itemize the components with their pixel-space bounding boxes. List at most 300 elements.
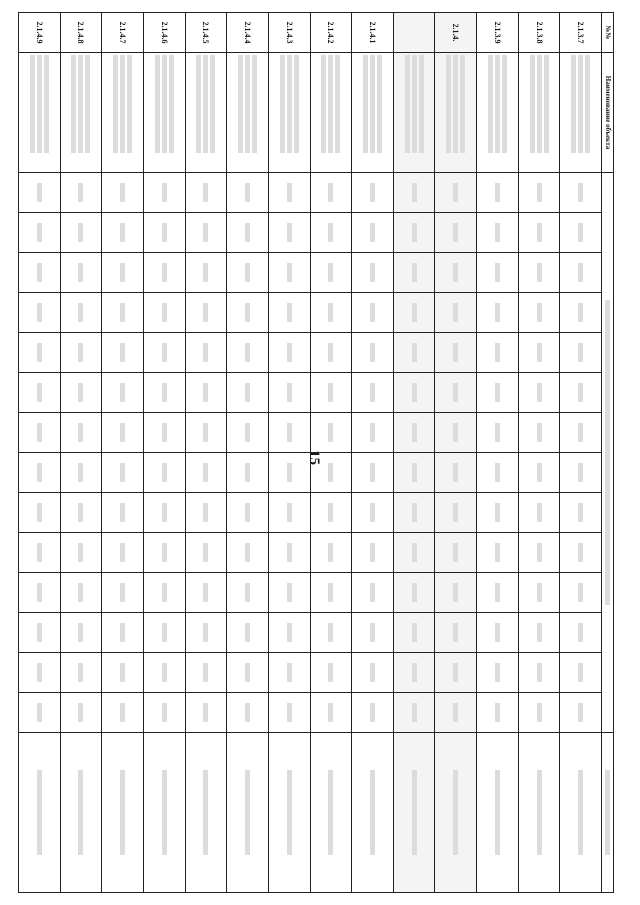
value-cell — [185, 693, 227, 733]
illegible-text — [127, 55, 132, 153]
illegible-text — [120, 423, 125, 442]
value-cell — [518, 653, 560, 693]
illegible-text — [203, 183, 208, 202]
illegible-text — [578, 183, 583, 202]
value-cell — [560, 413, 602, 453]
value-cell — [60, 413, 102, 453]
value-cell — [310, 253, 352, 293]
object-name-cell — [560, 53, 602, 173]
illegible-text — [169, 55, 174, 153]
illegible-text — [86, 55, 91, 153]
illegible-text — [252, 55, 257, 153]
row-number: 2.1.4.2 — [310, 13, 352, 53]
illegible-text — [328, 463, 333, 482]
object-name-cell — [102, 53, 144, 173]
value-cell — [227, 533, 269, 573]
value-cell — [102, 613, 144, 653]
col-values-header — [602, 173, 614, 733]
illegible-text — [203, 463, 208, 482]
value-cell — [352, 333, 394, 373]
illegible-text — [120, 263, 125, 282]
illegible-text — [287, 383, 292, 402]
value-cell — [393, 733, 435, 893]
illegible-text — [453, 343, 458, 362]
object-name-cell — [185, 53, 227, 173]
illegible-text — [79, 343, 84, 362]
row-number — [393, 13, 435, 53]
illegible-text — [162, 383, 167, 402]
illegible-text — [495, 343, 500, 362]
illegible-text — [162, 263, 167, 282]
illegible-text — [328, 55, 333, 153]
illegible-text — [370, 183, 375, 202]
illegible-text — [328, 703, 333, 722]
illegible-text — [120, 703, 125, 722]
value-cell — [19, 733, 61, 893]
row-number: 2.1.4.3 — [268, 13, 310, 53]
value-cell — [310, 413, 352, 453]
object-name-cell — [435, 53, 477, 173]
illegible-text — [495, 55, 500, 153]
value-cell — [268, 573, 310, 613]
illegible-text — [162, 303, 167, 322]
illegible-text — [287, 583, 292, 602]
table-body — [19, 13, 602, 893]
value-cell — [268, 213, 310, 253]
value-cell — [435, 573, 477, 613]
illegible-text — [120, 55, 125, 153]
illegible-text — [537, 183, 542, 202]
value-cell — [60, 213, 102, 253]
illegible-text — [537, 770, 542, 855]
illegible-text — [495, 423, 500, 442]
illegible-text — [37, 583, 42, 602]
value-cell — [60, 253, 102, 293]
illegible-text — [412, 663, 417, 682]
illegible-text — [578, 770, 583, 855]
value-cell — [477, 253, 519, 293]
value-cell — [143, 733, 185, 893]
value-cell — [227, 493, 269, 533]
value-cell — [185, 533, 227, 573]
row-number: 2.1.3.7 — [560, 13, 602, 53]
investment-program-table — [18, 12, 614, 893]
illegible-text — [162, 463, 167, 482]
value-cell — [227, 453, 269, 493]
illegible-text — [37, 703, 42, 722]
value-cell — [227, 573, 269, 613]
value-cell — [477, 493, 519, 533]
illegible-text — [120, 223, 125, 242]
value-cell — [102, 173, 144, 213]
illegible-text — [120, 183, 125, 202]
value-cell — [268, 493, 310, 533]
illegible-text — [203, 223, 208, 242]
value-cell — [393, 253, 435, 293]
illegible-text — [460, 55, 465, 153]
illegible-text — [203, 703, 208, 722]
value-cell — [477, 173, 519, 213]
illegible-text — [162, 770, 167, 855]
value-cell — [477, 613, 519, 653]
value-cell — [60, 693, 102, 733]
illegible-text — [162, 183, 167, 202]
illegible-text — [203, 303, 208, 322]
table-row — [185, 13, 227, 893]
illegible-text — [537, 503, 542, 522]
illegible-text — [162, 423, 167, 442]
table-row — [60, 13, 102, 893]
illegible-text — [537, 423, 542, 442]
illegible-text — [412, 343, 417, 362]
illegible-text — [370, 343, 375, 362]
object-name-cell — [227, 53, 269, 173]
object-name-cell — [143, 53, 185, 173]
illegible-text — [79, 583, 84, 602]
illegible-text — [287, 303, 292, 322]
illegible-text — [120, 583, 125, 602]
page-mark: 15 — [306, 450, 322, 465]
illegible-text — [370, 55, 375, 153]
illegible-text — [120, 663, 125, 682]
value-cell — [352, 653, 394, 693]
illegible-text — [495, 223, 500, 242]
illegible-text — [79, 223, 84, 242]
illegible-text — [120, 383, 125, 402]
illegible-text — [370, 223, 375, 242]
table-row — [19, 13, 61, 893]
illegible-text — [37, 383, 42, 402]
illegible-text — [287, 55, 292, 153]
illegible-text — [287, 183, 292, 202]
illegible-text — [495, 623, 500, 642]
illegible-text — [537, 463, 542, 482]
illegible-text — [328, 223, 333, 242]
illegible-text — [245, 423, 250, 442]
illegible-text — [328, 623, 333, 642]
illegible-text — [37, 463, 42, 482]
value-cell — [393, 173, 435, 213]
object-name-cell — [268, 53, 310, 173]
illegible-text — [37, 55, 42, 153]
illegible-text — [203, 770, 208, 855]
value-cell — [518, 493, 560, 533]
illegible-text — [203, 263, 208, 282]
illegible-text — [287, 503, 292, 522]
value-cell — [185, 253, 227, 293]
value-cell — [352, 213, 394, 253]
illegible-text — [328, 663, 333, 682]
illegible-text — [210, 55, 215, 153]
illegible-text — [162, 703, 167, 722]
illegible-text — [502, 55, 507, 153]
value-cell — [310, 693, 352, 733]
value-cell — [19, 453, 61, 493]
illegible-text — [412, 423, 417, 442]
illegible-text — [530, 55, 535, 153]
value-cell — [435, 213, 477, 253]
value-cell — [19, 333, 61, 373]
value-cell — [143, 173, 185, 213]
illegible-text — [245, 663, 250, 682]
row-number: 2.1.3.9 — [477, 13, 519, 53]
illegible-text — [203, 343, 208, 362]
illegible-text — [79, 543, 84, 562]
value-cell — [102, 413, 144, 453]
value-cell — [268, 693, 310, 733]
value-cell — [310, 333, 352, 373]
illegible-text — [495, 543, 500, 562]
row-number: 2.1.4.5 — [185, 13, 227, 53]
illegible-text — [203, 663, 208, 682]
illegible-text — [162, 503, 167, 522]
value-cell — [19, 413, 61, 453]
illegible-text — [453, 223, 458, 242]
illegible-text — [79, 55, 84, 153]
value-cell — [102, 253, 144, 293]
table-row — [477, 13, 519, 893]
illegible-text — [495, 583, 500, 602]
illegible-text — [453, 183, 458, 202]
illegible-text — [537, 55, 542, 153]
illegible-text — [370, 503, 375, 522]
illegible-text — [578, 583, 583, 602]
illegible-text — [370, 463, 375, 482]
illegible-text — [287, 223, 292, 242]
table-row — [518, 13, 560, 893]
illegible-text — [335, 55, 340, 153]
value-cell — [560, 213, 602, 253]
value-cell — [518, 453, 560, 493]
illegible-text — [453, 623, 458, 642]
value-cell — [435, 493, 477, 533]
illegible-text — [287, 663, 292, 682]
value-cell — [185, 733, 227, 893]
illegible-text — [571, 55, 576, 153]
value-cell — [435, 733, 477, 893]
value-cell — [268, 453, 310, 493]
value-cell — [19, 213, 61, 253]
illegible-text — [30, 55, 35, 153]
value-cell — [19, 613, 61, 653]
illegible-text — [453, 303, 458, 322]
table-row — [268, 13, 310, 893]
illegible-text — [495, 663, 500, 682]
illegible-text — [120, 770, 125, 855]
illegible-text — [412, 463, 417, 482]
value-cell — [393, 573, 435, 613]
value-cell — [560, 533, 602, 573]
value-cell — [60, 533, 102, 573]
value-cell — [477, 413, 519, 453]
object-name-cell — [60, 53, 102, 173]
value-cell — [393, 493, 435, 533]
illegible-text — [578, 423, 583, 442]
illegible-text — [377, 55, 382, 153]
value-cell — [560, 293, 602, 333]
illegible-text — [120, 543, 125, 562]
table-header-row — [602, 13, 614, 893]
value-cell — [185, 613, 227, 653]
value-cell — [518, 333, 560, 373]
illegible-text — [245, 623, 250, 642]
value-cell — [435, 253, 477, 293]
illegible-text — [370, 423, 375, 442]
illegible-text — [537, 223, 542, 242]
illegible-text — [453, 703, 458, 722]
value-cell — [227, 693, 269, 733]
value-cell — [518, 253, 560, 293]
value-cell — [560, 333, 602, 373]
value-cell — [268, 373, 310, 413]
value-cell — [19, 373, 61, 413]
illegible-text — [453, 263, 458, 282]
illegible-text — [453, 583, 458, 602]
value-cell — [477, 333, 519, 373]
illegible-text — [578, 55, 583, 153]
value-cell — [518, 693, 560, 733]
illegible-text — [79, 463, 84, 482]
illegible-text — [37, 183, 42, 202]
value-cell — [477, 213, 519, 253]
value-cell — [60, 173, 102, 213]
value-cell — [268, 533, 310, 573]
illegible-text — [370, 263, 375, 282]
value-cell — [185, 493, 227, 533]
illegible-text — [412, 503, 417, 522]
illegible-text — [287, 263, 292, 282]
illegible-text — [44, 55, 49, 153]
illegible-text — [578, 263, 583, 282]
illegible-text — [495, 383, 500, 402]
illegible-text — [287, 770, 292, 855]
value-cell — [560, 653, 602, 693]
illegible-text — [287, 543, 292, 562]
table-row — [560, 13, 602, 893]
illegible-text — [280, 55, 285, 153]
illegible-text — [79, 663, 84, 682]
value-cell — [19, 293, 61, 333]
value-cell — [60, 613, 102, 653]
value-cell — [60, 373, 102, 413]
value-cell — [185, 653, 227, 693]
illegible-text — [162, 55, 167, 153]
value-cell — [393, 293, 435, 333]
illegible-text — [79, 703, 84, 722]
value-cell — [560, 573, 602, 613]
illegible-text — [370, 303, 375, 322]
value-cell — [477, 293, 519, 333]
illegible-text — [578, 303, 583, 322]
illegible-text — [328, 583, 333, 602]
object-name-cell — [518, 53, 560, 173]
value-cell — [102, 573, 144, 613]
value-cell — [102, 373, 144, 413]
value-cell — [185, 213, 227, 253]
illegible-text — [203, 423, 208, 442]
illegible-text — [245, 543, 250, 562]
value-cell — [560, 453, 602, 493]
value-cell — [352, 573, 394, 613]
illegible-text — [37, 343, 42, 362]
table-row — [143, 13, 185, 893]
value-cell — [352, 533, 394, 573]
table-row — [393, 13, 435, 893]
value-cell — [268, 413, 310, 453]
value-cell — [143, 573, 185, 613]
value-cell — [102, 653, 144, 693]
illegible-text — [453, 463, 458, 482]
illegible-text — [578, 463, 583, 482]
illegible-text — [370, 583, 375, 602]
value-cell — [560, 693, 602, 733]
illegible-text — [79, 263, 84, 282]
illegible-text — [328, 503, 333, 522]
illegible-text — [287, 423, 292, 442]
value-cell — [227, 293, 269, 333]
illegible-text — [412, 55, 417, 153]
value-cell — [435, 693, 477, 733]
illegible-text — [37, 423, 42, 442]
value-cell — [60, 453, 102, 493]
value-cell — [393, 693, 435, 733]
value-cell — [185, 373, 227, 413]
value-cell — [435, 173, 477, 213]
value-cell — [102, 533, 144, 573]
value-cell — [560, 253, 602, 293]
value-cell — [477, 693, 519, 733]
value-cell — [268, 173, 310, 213]
value-cell — [518, 613, 560, 653]
illegible-text — [412, 303, 417, 322]
illegible-text — [488, 55, 493, 153]
illegible-text — [578, 543, 583, 562]
illegible-text — [245, 55, 250, 153]
value-cell — [143, 253, 185, 293]
illegible-text — [245, 383, 250, 402]
table-row — [102, 13, 144, 893]
value-cell — [185, 453, 227, 493]
value-cell — [435, 413, 477, 453]
illegible-text — [328, 383, 333, 402]
illegible-text — [370, 623, 375, 642]
illegible-text — [537, 623, 542, 642]
rotated-table-sheet — [18, 12, 614, 892]
value-cell — [143, 333, 185, 373]
value-cell — [60, 493, 102, 533]
value-cell — [102, 213, 144, 253]
illegible-text — [537, 543, 542, 562]
value-cell — [518, 373, 560, 413]
value-cell — [393, 373, 435, 413]
value-cell — [268, 293, 310, 333]
illegible-text — [537, 383, 542, 402]
illegible-text — [412, 623, 417, 642]
illegible-text — [245, 703, 250, 722]
value-cell — [352, 253, 394, 293]
value-cell — [102, 693, 144, 733]
value-cell — [477, 653, 519, 693]
value-cell — [435, 533, 477, 573]
illegible-text — [328, 423, 333, 442]
illegible-text — [453, 543, 458, 562]
illegible-text — [245, 303, 250, 322]
illegible-text — [120, 623, 125, 642]
value-cell — [310, 493, 352, 533]
illegible-text — [412, 263, 417, 282]
row-number: 2.1.3.8 — [518, 13, 560, 53]
value-cell — [310, 573, 352, 613]
